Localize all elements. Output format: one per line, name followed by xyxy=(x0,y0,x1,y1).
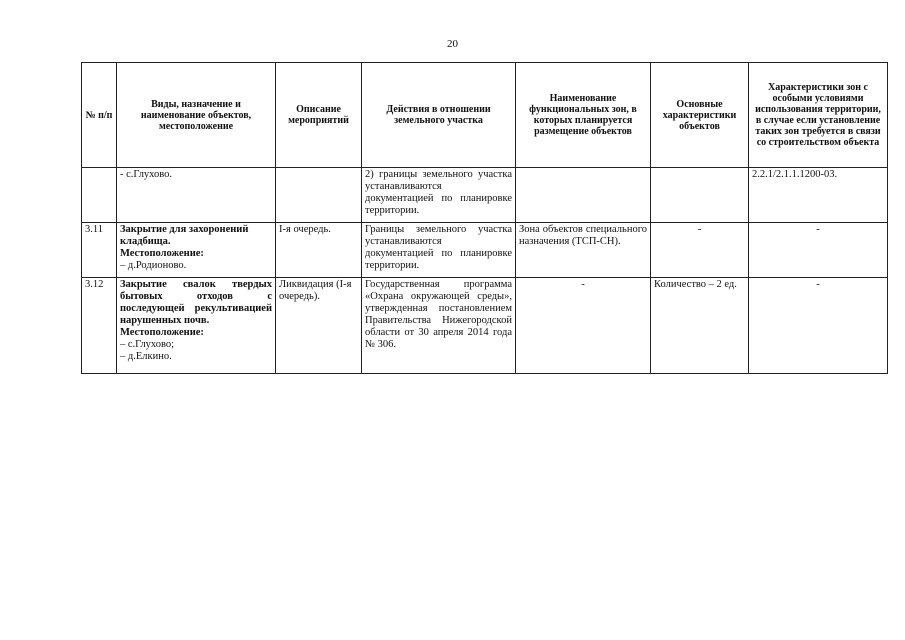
cell-zones: Зона объектов специального назначения (ТСП-СН). xyxy=(516,223,651,278)
page-number: 20 xyxy=(447,38,458,50)
header-land-actions: Действия в отношении земельного участка xyxy=(362,63,516,168)
cell-special-zones: - xyxy=(749,278,888,374)
cell-measures: Ликвидация (I-я очередь). xyxy=(276,278,362,374)
cell-object xyxy=(117,223,276,278)
cell-characteristics: - xyxy=(651,223,749,278)
header-number: № п/п xyxy=(82,63,117,168)
cell-characteristics: Количество – 2 ед. xyxy=(651,278,749,374)
cell-characteristics xyxy=(651,168,749,223)
cell-zones xyxy=(516,168,651,223)
cell-object xyxy=(117,278,276,374)
header-special-zones: Характеристики зон с особыми условиями использования территории, в случае если установление таких зон требуется в связи со строительством объекта xyxy=(749,63,888,168)
cell-measures xyxy=(276,168,362,223)
cell-number xyxy=(82,168,117,223)
cell-measures: I-я очередь. xyxy=(276,223,362,278)
location-label: Местоположение: xyxy=(120,327,204,338)
header-measures: Описание мероприятий xyxy=(276,63,362,168)
location-item: – с.Глухово; xyxy=(120,339,175,350)
location-item: – д.Родионово. xyxy=(120,260,187,271)
cell-number: 3.11 xyxy=(82,223,117,278)
cell-object: - с.Глухово. xyxy=(117,168,276,223)
cell-actions: Границы земельного участка устанавливаются документацией по планировке территории. xyxy=(362,223,516,278)
planning-objects-table xyxy=(81,62,888,374)
location-label: Местоположение: xyxy=(120,248,204,259)
table-row xyxy=(82,168,888,223)
object-title: Закрытие свалок твердых бытовых отходов с последующей рекультивацией нарушенных почв. xyxy=(120,279,272,326)
cell-number: 3.12 xyxy=(82,278,117,374)
cell-zones: - xyxy=(516,278,651,374)
table-header-row xyxy=(82,63,888,168)
header-characteristics: Основные характеристики объектов xyxy=(651,63,749,168)
cell-special-zones: - xyxy=(749,223,888,278)
cell-actions: 2) границы земельного участка устанавливаются документацией по планировке территории. xyxy=(362,168,516,223)
cell-actions: Государственная программа «Охрана окружающей среды», утвержденная постановлением Правительства Нижегородской области от 30 апреля 2014 года № 306. xyxy=(362,278,516,374)
location-item: – д.Елкино. xyxy=(120,351,172,362)
table-row xyxy=(82,223,888,278)
object-title: Закрытие для захоронений кладбища. xyxy=(120,224,249,247)
cell-special-zones: 2.2.1/2.1.1.1200-03. xyxy=(749,168,888,223)
header-functional-zones: Наименование функциональных зон, в которых планируется размещение объектов xyxy=(516,63,651,168)
header-object-type: Виды, назначение и наименование объектов, местоположение xyxy=(117,63,276,168)
table-row xyxy=(82,278,888,374)
